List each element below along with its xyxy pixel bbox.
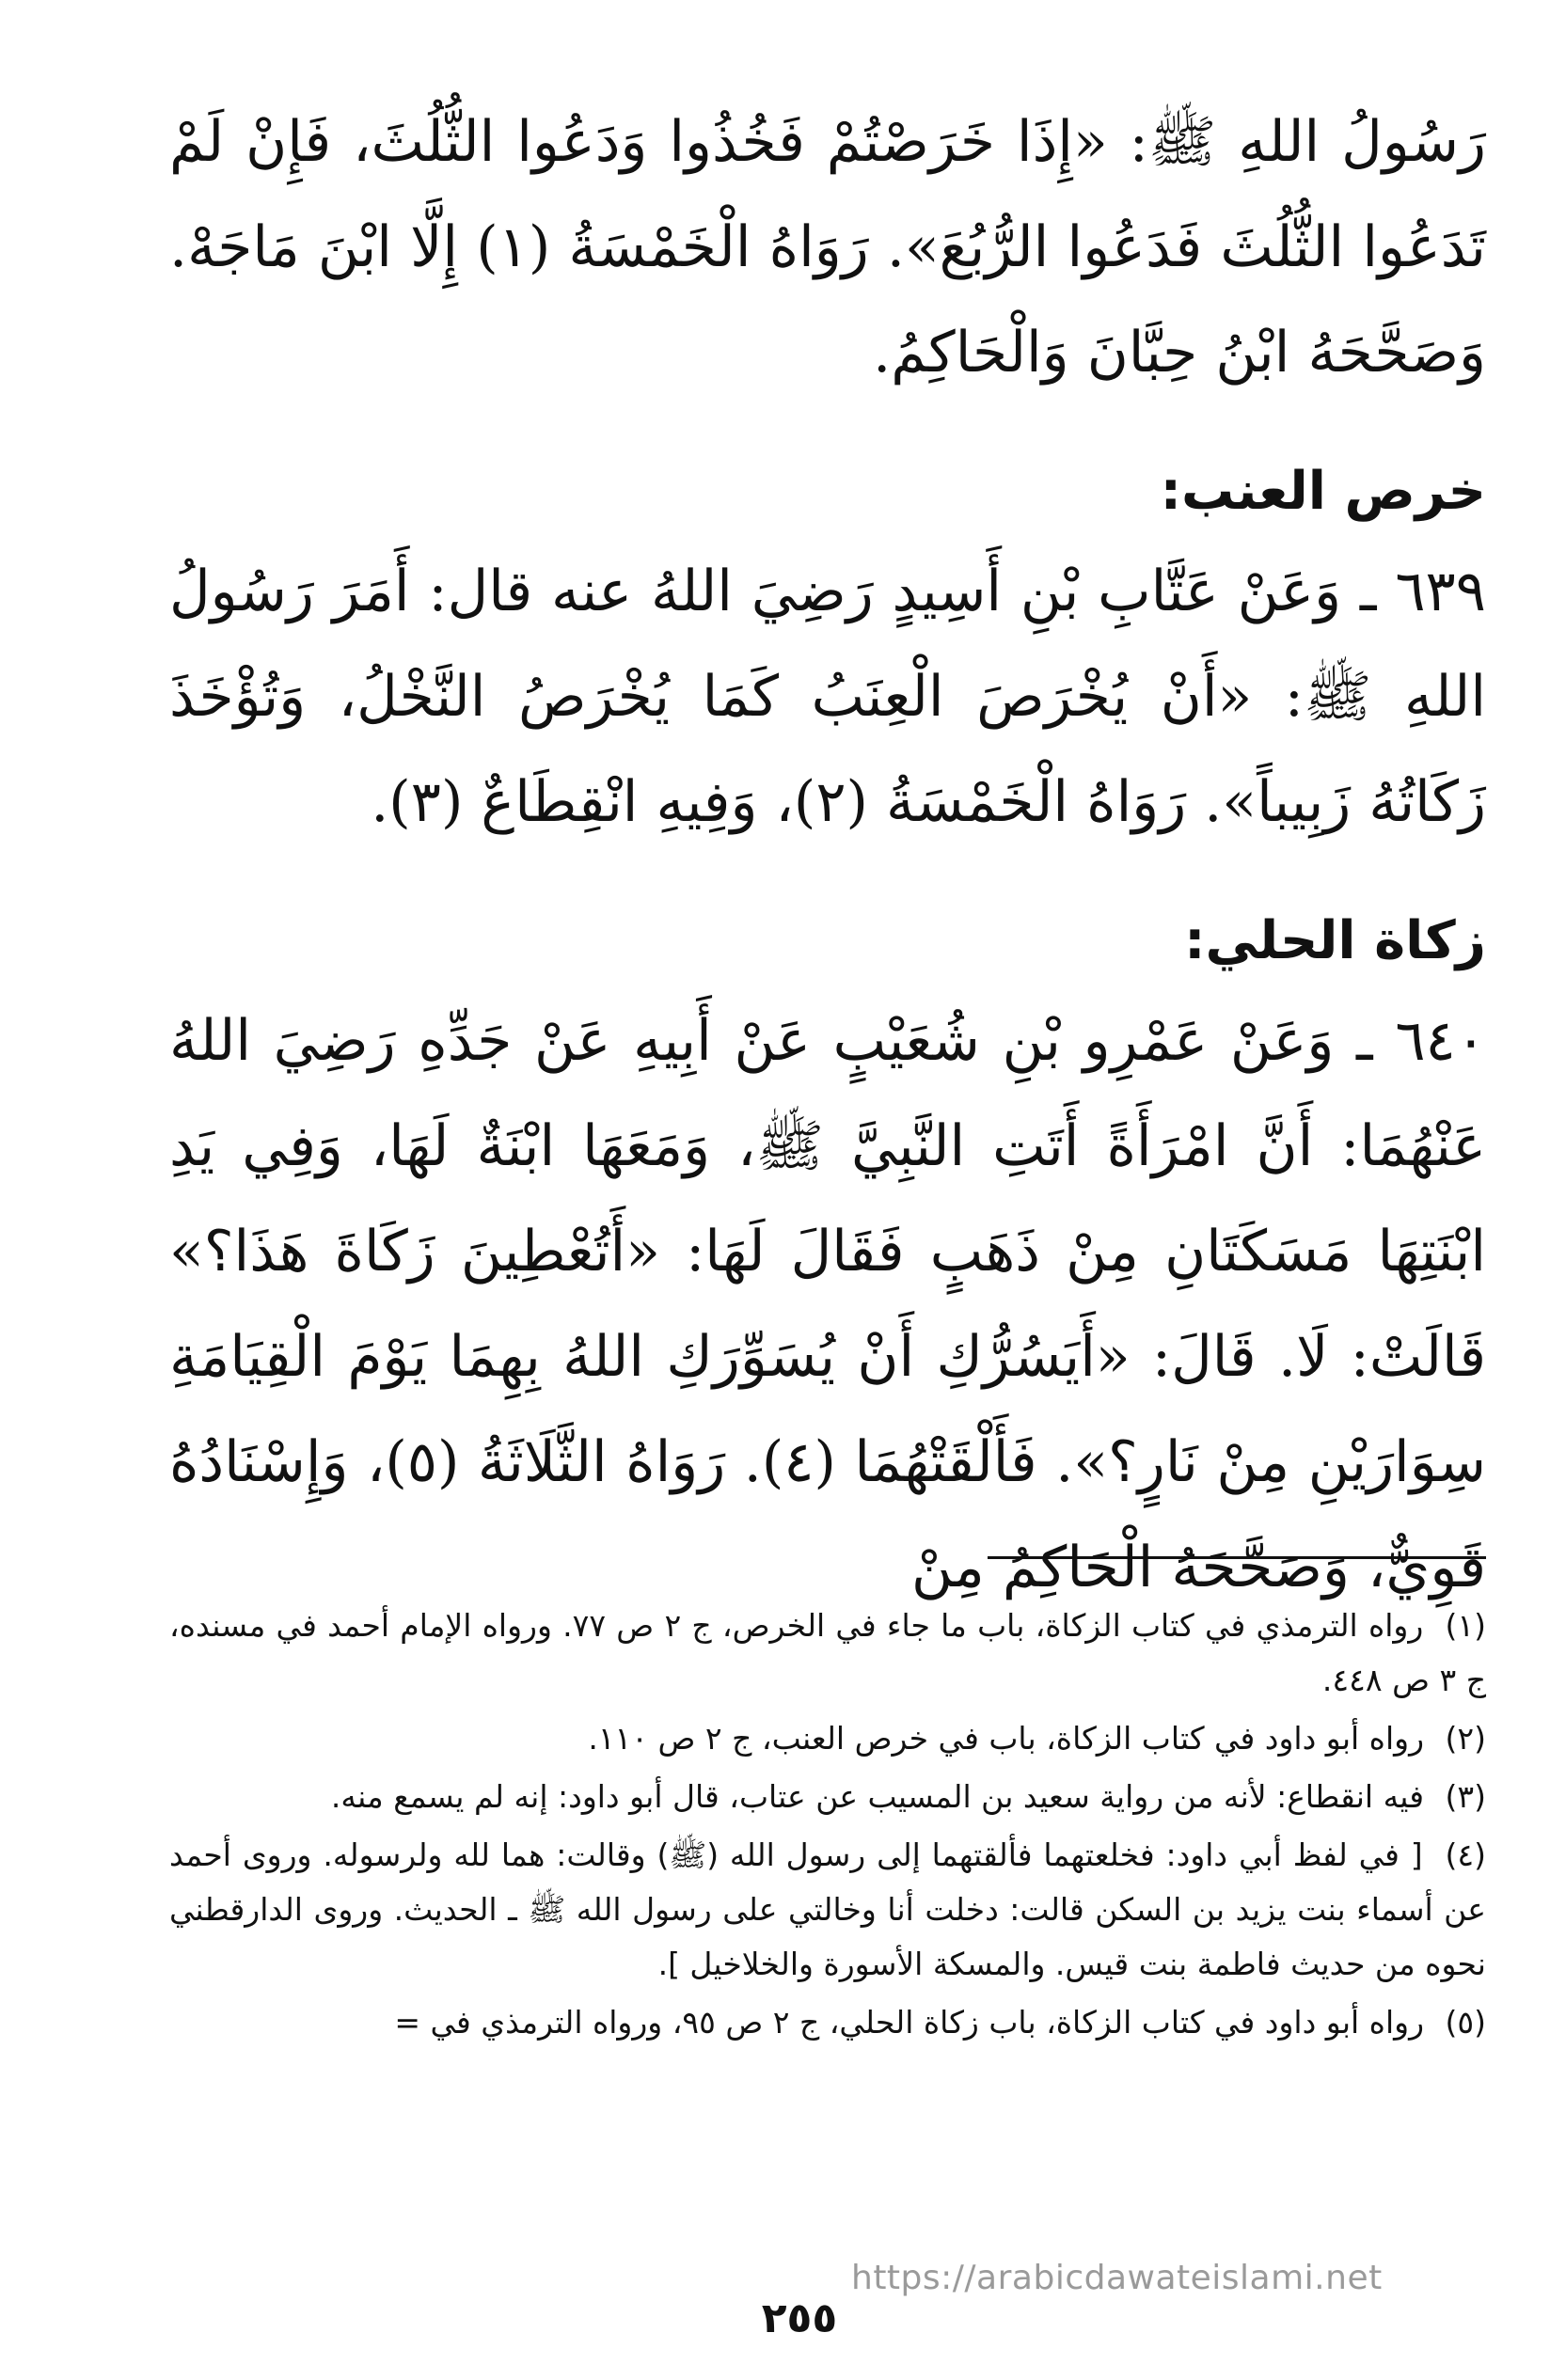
footnote-number: (٢) — [1445, 1720, 1486, 1757]
section-heading-grape-estimation: خرص العنب: — [1160, 461, 1486, 522]
footnote-number: (١) — [1445, 1607, 1486, 1644]
hadith-639: ٦٣٩ ـ وَعَنْ عَتَّابِ بْنِ أَسِيدٍ رَضِيَ اللهُ عنه قال: أَمَرَ رَسُولُ اللهِ ﷺ: «أَنْ يُخْرَصَ الْعِنَبُ كَمَا يُخْرَصُ النَّخْلُ، وَتُؤْخَذَ زَكَاتُهُ زَبِيباً». رَوَاهُ الْخَمْسَةُ (٢)، وَفِيهِ انْقِطَاعٌ (٣). — [169, 559, 1486, 835]
intro-paragraph: رَسُولُ اللهِ ﷺ: «إِذَا خَرَصْتُمْ فَخُذُوا وَدَعُوا الثُّلُثَ، فَإِنْ لَمْ تَدَعُوا الثُّلُثَ فَدَعُوا الرُّبُعَ». رَوَاهُ الْخَمْسَةُ (١) إِلَّا ابْنَ مَاجَهْ. وَصَحَّحَهُ ابْنُ حِبَّانَ وَالْحَاكِمُ. — [169, 109, 1486, 386]
footnote-4 — [169, 1828, 1486, 1992]
hadith-640: ٦٤٠ ـ وَعَنْ عَمْرِو بْنِ شُعَيْبٍ عَنْ أَبِيهِ عَنْ جَدِّهِ رَضِيَ اللهُ عَنْهُمَا: أَنَّ امْرَأَةً أَتَتِ النَّبِيَّ ﷺ، وَمَعَهَا ابْنَةٌ لَهَا، وَفِي يَدِ ابْنَتِهَا مَسَكَتَانِ مِنْ ذَهَبٍ فَقَالَ لَهَا: «أَتُعْطِينَ زَكَاةَ هَذَا؟» قَالَتْ: لَا. قَالَ: «أَيَسُرُّكِ أَنْ يُسَوِّرَكِ اللهُ بِهِمَا يَوْمَ الْقِيَامَةِ سِوَارَيْنِ مِنْ نَارٍ؟». فَأَلْقَتْهُمَا (٤). رَوَاهُ الثَّلَاثَةُ (٥)، وَإِسْنَادُهُ قَوِيٌّ، وَصَحَّحَهُ الْحَاكِمُ مِنْ — [169, 1008, 1486, 1600]
footnote-text: رواه أبو داود في كتاب الزكاة، باب في خرص العنب، ج ٢ ص ١١٠. — [588, 1720, 1425, 1757]
main-text — [169, 89, 1486, 1620]
footnote-number: (٤) — [1445, 1836, 1487, 1873]
footnote-number: (٥) — [1445, 2004, 1486, 2041]
footnote-text: رواه أبو داود في كتاب الزكاة، باب زكاة الحلي، ج ٢ ص ٩٥، ورواه الترمذي في = — [394, 2004, 1425, 2041]
footnote-text: [ في لفظ أبي داود: فخلعتهما فألقتهما إلى رسول الله (ﷺ) وقالت: هما لله ولرسوله. وروى أحمد عن أسماء بنت يزيد بن السكن قالت: دخلت أنا وخالتي على رسول الله ﷺ ـ الحديث. وروى الدارقطني نحوه من حديث فاطمة بنت قيس. والمسكة الأسورة والخلاخيل ]. — [169, 1836, 1486, 1982]
footnote-3 — [169, 1770, 1486, 1824]
footnote-2 — [169, 1711, 1486, 1766]
section-heading-jewelry-zakat: زكاة الحلي: — [1184, 910, 1486, 971]
footnote-text: فيه انقطاع: لأنه من رواية سعيد بن المسيب عن عتاب، قال أبو داود: إنه لم يسمع منه. — [330, 1778, 1425, 1815]
footnote-text: رواه الترمذي في كتاب الزكاة، باب ما جاء في الخرص، ج ٢ ص ٧٧. ورواه الإمام أحمد في مسنده، ج ٣ ص ٤٤٨. — [169, 1607, 1486, 1698]
watermark-url: https://arabicdawateislami.net — [851, 2259, 1383, 2297]
footnote-separator — [988, 1556, 1486, 1559]
footnote-number: (٣) — [1445, 1778, 1486, 1815]
page-body — [169, 89, 1486, 1620]
page-number: ٢٥٥ — [761, 2294, 838, 2342]
footnote-5 — [169, 1995, 1486, 2050]
footnotes — [169, 1599, 1486, 2054]
footnote-1 — [169, 1599, 1486, 1708]
